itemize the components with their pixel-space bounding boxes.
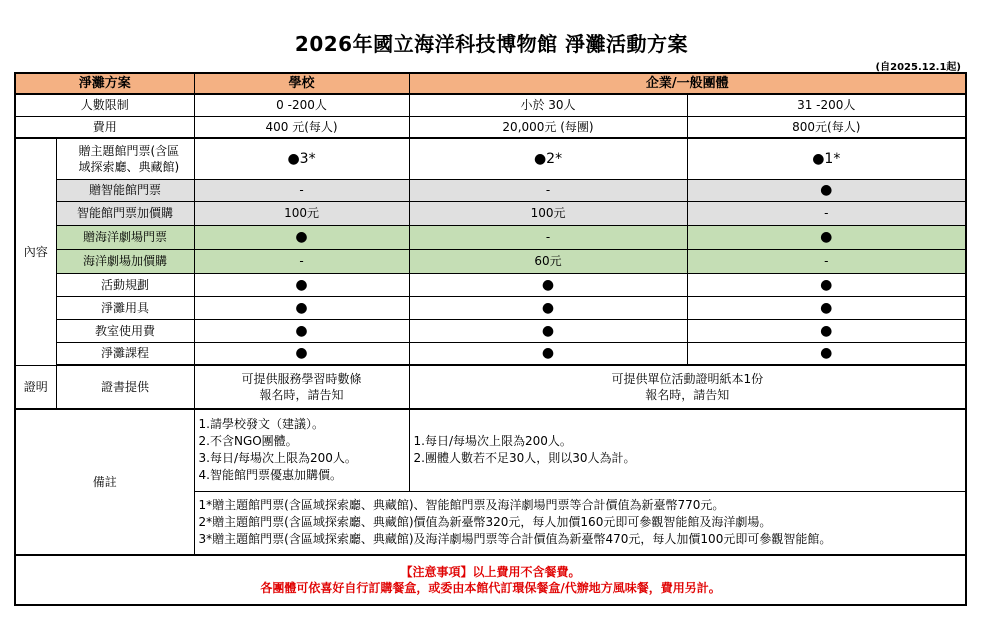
table-row <box>15 273 966 296</box>
item-label: 淨灘用具 <box>56 296 194 319</box>
table-row <box>15 319 966 342</box>
table-row <box>15 409 966 491</box>
remarks-enterprise <box>409 409 966 491</box>
cell-school: ●3* <box>194 138 409 179</box>
certificate-enterprise-line1: 可提供單位活動證明紙本1份 <box>611 372 764 386</box>
cell-ent-small: ●2* <box>409 138 687 179</box>
certificate-label: 證書提供 <box>56 365 194 409</box>
remark-item: 3.每日/每場次上限為200人。 <box>198 451 357 466</box>
cell-school: - <box>194 179 409 201</box>
item-label: 贈智能館門票 <box>56 179 194 201</box>
cell-ent-small: 60元 <box>409 249 687 273</box>
table-row <box>15 296 966 319</box>
plan-table <box>14 72 967 606</box>
table-row <box>15 201 966 225</box>
item-label: 淨灘課程 <box>56 342 194 365</box>
cell-school: ● <box>194 273 409 296</box>
remark-item: 1.每日/每場次上限為200人。 <box>413 434 572 449</box>
table-row <box>15 225 966 249</box>
cell-ent-large: 800元(每人) <box>687 116 966 138</box>
header-enterprise: 企業/一般團體 <box>409 73 966 94</box>
cell-ent-small: - <box>409 225 687 249</box>
page-title: 2026年國立海洋科技博物館 淨灘活動方案 <box>294 32 689 56</box>
table-row <box>15 116 966 138</box>
item-label: 海洋劇場加價購 <box>56 249 194 273</box>
cell-ent-large: - <box>687 249 966 273</box>
effective-date: (自2025.12.1起) <box>875 62 961 73</box>
cell-ent-small: ● <box>409 273 687 296</box>
cell-school: 400 元(每人) <box>194 116 409 138</box>
notice-row <box>15 555 966 605</box>
cell-ent-large: ● <box>687 319 966 342</box>
cell-ent-large: ●1* <box>687 138 966 179</box>
remarks-school <box>194 409 409 491</box>
cell-school: ● <box>194 319 409 342</box>
cell-ent-large: ● <box>687 179 966 201</box>
certificate-enterprise <box>409 365 966 409</box>
remarks-label: 備註 <box>15 409 194 555</box>
table-header-row <box>15 73 966 94</box>
remarks-footnotes <box>194 491 966 555</box>
cell-school: 100元 <box>194 201 409 225</box>
table-row <box>15 249 966 273</box>
item-label: 贈海洋劇場門票 <box>56 225 194 249</box>
cell-ent-small: 20,000元 (每團) <box>409 116 687 138</box>
cell-ent-small: ● <box>409 319 687 342</box>
cell-ent-small: ● <box>409 296 687 319</box>
cell-ent-large: ● <box>687 225 966 249</box>
certificate-enterprise-line2: 報名時，請告知 <box>645 388 730 402</box>
remark-item: 1.請學校發文（建議）。 <box>198 417 324 432</box>
table-row <box>15 94 966 116</box>
item-label: 智能館門票加價購 <box>56 201 194 225</box>
group-label-content: 內容 <box>15 138 56 365</box>
cell-ent-small: 100元 <box>409 201 687 225</box>
remark-item: 4.智能館門票優惠加購價。 <box>198 468 342 483</box>
cell-ent-large: 31 -200人 <box>687 94 966 116</box>
cell-school: ● <box>194 296 409 319</box>
cell-ent-large: - <box>687 201 966 225</box>
remark-item: 2.團體人數若不足30人，則以30人為計。 <box>413 451 636 466</box>
item-label: 贈主題館門票(含區域探索廳、典藏館) <box>56 138 194 179</box>
row-label-people-limit: 人數限制 <box>15 94 194 116</box>
remark-item: 2.不含NGO團體。 <box>198 434 298 449</box>
table-row <box>15 342 966 365</box>
footnote-item: 3*贈主題館門票(含區域探索廳、典藏館)及海洋劇場門票等合計價值為新臺幣470元，每人加價100元即可參觀智能館。 <box>198 532 832 547</box>
cell-school: ● <box>194 225 409 249</box>
item-label: 活動規劃 <box>56 273 194 296</box>
cell-ent-small: - <box>409 179 687 201</box>
item-label: 教室使用費 <box>56 319 194 342</box>
row-label-fee: 費用 <box>15 116 194 138</box>
cell-ent-small: 小於 30人 <box>409 94 687 116</box>
cell-school: - <box>194 249 409 273</box>
cell-ent-large: ● <box>687 273 966 296</box>
notice-line2: 各團體可依喜好自行訂購餐盒，或委由本館代訂環保餐盒/代辦地方風味餐，費用另計。 <box>260 581 721 595</box>
table-row <box>15 138 966 179</box>
cell-ent-large: ● <box>687 342 966 365</box>
certificate-school <box>194 365 409 409</box>
table-row <box>15 365 966 409</box>
cell-ent-small: ● <box>409 342 687 365</box>
cell-school: 0 -200人 <box>194 94 409 116</box>
footnote-item: 1*贈主題館門票(含區域探索廳、典藏館)、智能館門票及海洋劇場門票等合計價值為新臺幣770元。 <box>198 498 725 513</box>
header-plan: 淨灘方案 <box>15 73 194 94</box>
cell-ent-large: ● <box>687 296 966 319</box>
certificate-school-line1: 可提供服務學習時數條 <box>241 372 362 386</box>
group-label-certificate: 證明 <box>15 365 56 409</box>
notice-line1: 【注意事項】以上費用不含餐費。 <box>400 565 581 579</box>
table-row <box>15 179 966 201</box>
certificate-school-line2: 報名時，請告知 <box>259 388 344 402</box>
header-school: 學校 <box>194 73 409 94</box>
cell-school: ● <box>194 342 409 365</box>
notice <box>15 555 966 605</box>
footnote-item: 2*贈主題館門票(含區域探索廳、典藏館)價值為新臺幣320元，每人加價160元即可參觀智能館及海洋劇場。 <box>198 515 772 530</box>
